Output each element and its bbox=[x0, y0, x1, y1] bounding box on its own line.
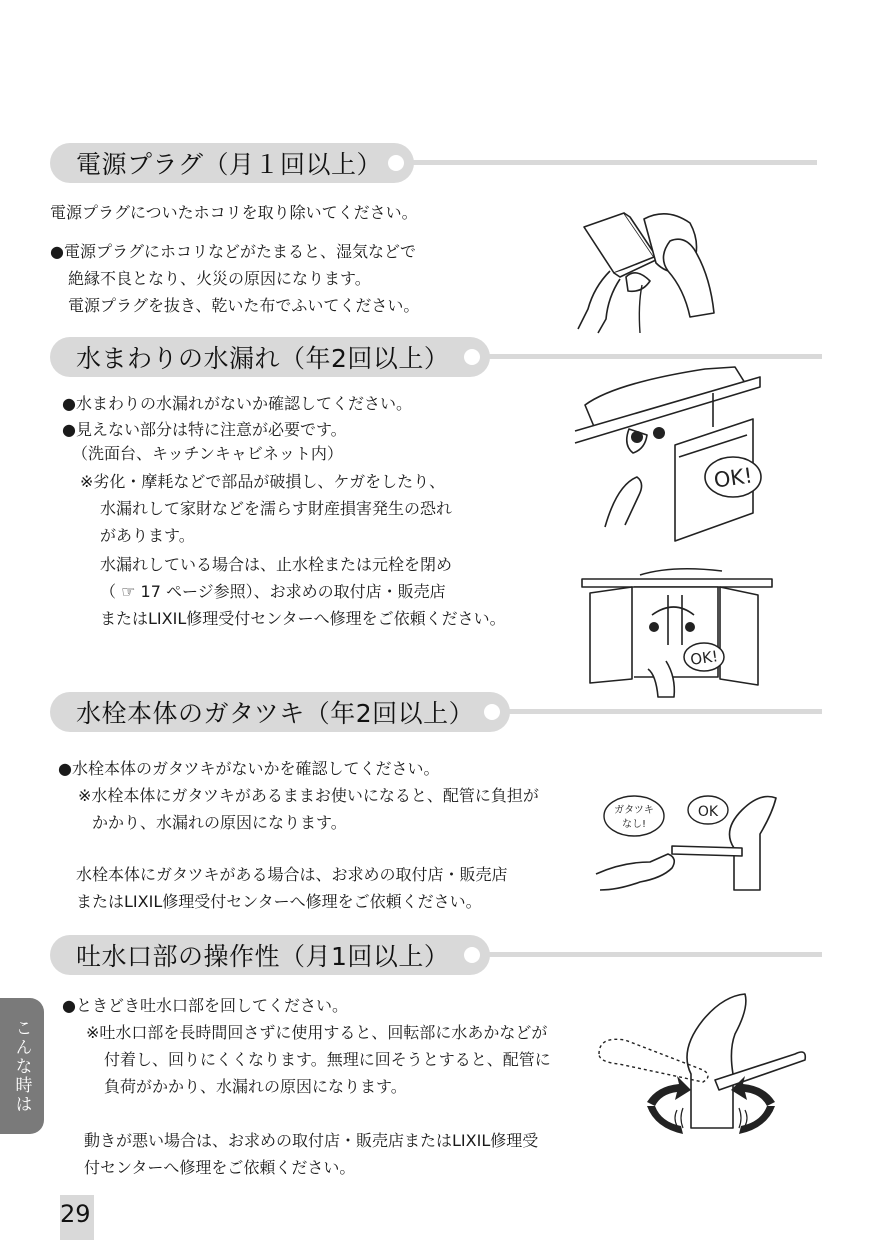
ok-label: OK! bbox=[712, 463, 754, 493]
header-dot bbox=[388, 155, 404, 171]
body-text: ●ときどき吐水口部を回してください。 bbox=[62, 996, 348, 1015]
section-title: 電源プラグ（月１回以上） bbox=[76, 150, 383, 179]
body-text: 負荷がかかり、水漏れの原因になります。 bbox=[104, 1077, 407, 1096]
body-text: ●水栓本体のガタツキがないかを確認してください。 bbox=[58, 759, 440, 778]
body-text: 水漏れしている場合は、止水栓または元栓を閉め bbox=[100, 555, 453, 574]
body-text: があります。 bbox=[100, 526, 195, 545]
header-dot bbox=[464, 947, 480, 963]
section-header-faucet-wobble bbox=[50, 692, 510, 732]
page-number: 29 bbox=[60, 1200, 91, 1228]
body-text: 水漏れして家財などを濡らす財産損害発生の恐れ bbox=[100, 499, 453, 518]
body-text: （洗面台、キッチンキャビネット内） bbox=[72, 444, 343, 463]
section-title: 水栓本体のガタツキ（年2回以上） bbox=[76, 699, 475, 728]
section-divider bbox=[488, 354, 822, 359]
body-text: 動きが悪い場合は、お求めの取付店・販売店またはLIXIL修理受 bbox=[84, 1131, 539, 1150]
section-header-power-plug bbox=[50, 143, 414, 183]
body-text: またはLIXIL修理受付センターへ修理をご依頼ください。 bbox=[100, 609, 506, 628]
body-text: 電源プラグについたホコリを取り除いてください。 bbox=[50, 203, 418, 222]
body-text: ●見えない部分は特に注意が必要です。 bbox=[62, 420, 347, 439]
bubble-text: OK bbox=[697, 804, 719, 820]
body-text: ●電源プラグにホコリなどがたまると、湿気などで bbox=[50, 242, 416, 261]
section-divider bbox=[488, 952, 822, 957]
ok-label: OK! bbox=[689, 647, 720, 669]
body-text: 水栓本体にガタツキがある場合は、お求めの取付店・販売店 bbox=[76, 865, 508, 884]
basin-cabinet-illustration bbox=[575, 365, 765, 545]
body-text: ※水栓本体にガタツキがあるままお使いになると、配管に負担が bbox=[78, 786, 539, 805]
section-title: 吐水口部の操作性（月1回以上） bbox=[76, 942, 450, 971]
spout-rotation-illustration bbox=[595, 990, 825, 1140]
ok-badge-small bbox=[684, 643, 724, 671]
body-text: ※吐水口部を長時間回さずに使用すると、回転部に水あかなどが bbox=[86, 1023, 548, 1042]
side-tab-label: こんな時は bbox=[11, 1018, 32, 1114]
body-text: またはLIXIL修理受付センターへ修理をご依頼ください。 bbox=[76, 892, 482, 911]
header-dot bbox=[464, 349, 480, 365]
body-text: 付着し、回りにくくなります。無理に回そうとすると、配管に bbox=[104, 1050, 551, 1069]
bubble-text: ガタツキ bbox=[614, 805, 654, 816]
ok-badge bbox=[705, 457, 761, 497]
section-header-water-leak bbox=[50, 337, 490, 377]
body-text: 電源プラグを抜き、乾いた布でふいてください。 bbox=[68, 296, 420, 315]
body-text: 絶縁不良となり、火災の原因になります。 bbox=[68, 269, 371, 288]
side-tab bbox=[0, 998, 44, 1134]
body-text: ●水まわりの水漏れがないか確認してください。 bbox=[62, 394, 412, 413]
speech-bubble-ok bbox=[688, 796, 728, 824]
section-divider bbox=[412, 160, 817, 165]
body-text: ※劣化・摩耗などで部品が破損し、ケガをしたり、 bbox=[80, 472, 446, 491]
body-text: （ ☞ 17 ページ参照）、お求めの取付店・販売店 bbox=[100, 582, 446, 601]
body-text: かかり、水漏れの原因になります。 bbox=[92, 813, 347, 832]
faucet-check-illustration bbox=[592, 790, 792, 900]
bubble-text: なし! bbox=[621, 819, 647, 830]
plug-wiping-illustration bbox=[572, 205, 722, 335]
kitchen-cabinet-illustration bbox=[582, 565, 772, 705]
body-text: 付センターへ修理をご依頼ください。 bbox=[84, 1158, 356, 1177]
section-title: 水まわりの水漏れ（年2回以上） bbox=[76, 344, 450, 373]
header-dot bbox=[484, 704, 500, 720]
section-divider bbox=[508, 709, 822, 714]
section-header-spout-operation bbox=[50, 935, 490, 975]
speech-bubble-wobble bbox=[604, 796, 664, 836]
